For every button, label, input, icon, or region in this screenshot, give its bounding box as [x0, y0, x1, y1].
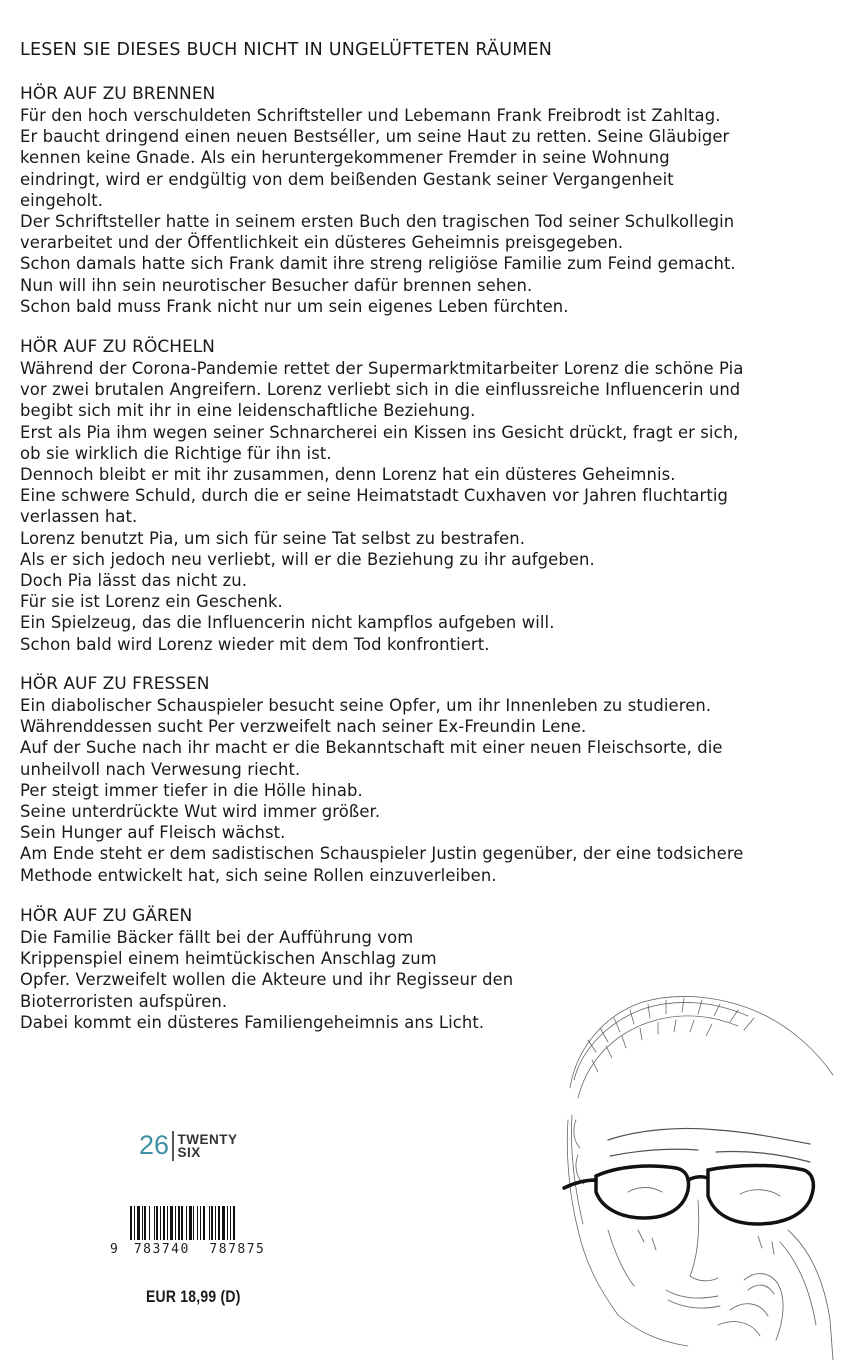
text-line: Sein Hunger auf Fleisch wächst.: [20, 823, 286, 843]
barcode-bar: [197, 1206, 198, 1240]
author-portrait-sketch: [548, 980, 848, 1360]
text-line: Schon bald wird Lorenz wieder mit dem Tod konfrontiert.: [20, 634, 490, 654]
barcode-bar: [130, 1206, 132, 1240]
barcode-bar: [154, 1206, 155, 1240]
text-line: verlassen hat.: [20, 507, 138, 527]
barcode-group-2: 787875: [209, 1242, 266, 1257]
barcode-bar: [189, 1206, 192, 1240]
text-line: Währenddessen sucht Per verzweifelt nach seiner Ex-Freundin Lene.: [20, 717, 587, 737]
text-line: Als er sich jedoch neu verliebt, will er die Beziehung zu ihr aufgeben.: [20, 549, 595, 569]
barcode-bar: [178, 1206, 180, 1240]
section-heading: HÖR AUF ZU GÄREN: [20, 906, 193, 926]
section-heading: HÖR AUF ZU FRESSEN: [20, 674, 210, 694]
text-line: Ein diabolischer Schauspieler besucht seine Opfer, um ihr Innenleben zu studieren.: [20, 696, 712, 715]
barcode-bar: [203, 1206, 205, 1240]
text-line: eindringt, wird er endgültig von dem beißenden Gestank seiner Vergangenheit: [20, 169, 674, 189]
barcode-bar: [218, 1206, 220, 1240]
barcode-bar: [200, 1206, 201, 1240]
barcode-bar: [170, 1206, 173, 1240]
barcode-bar: [215, 1206, 216, 1240]
text-line: Methode entwickelt hat, sich seine Rollen einzuverleiben.: [20, 865, 497, 885]
publisher-logo-divider: [172, 1131, 174, 1161]
barcode-bar: [163, 1206, 165, 1240]
barcode-bar: [144, 1206, 146, 1240]
publisher-logo-number: 26: [139, 1130, 170, 1160]
section-heading: HÖR AUF ZU RÖCHELN: [20, 337, 215, 357]
text-line: eingeholt.: [20, 190, 104, 210]
text-line: unheilvoll nach Verwesung riecht.: [20, 759, 301, 779]
barcode-digits: [110, 1242, 285, 1257]
publisher-logo: [139, 1130, 238, 1161]
barcode-bar: [167, 1206, 168, 1240]
publisher-logo-word2: SIX: [177, 1144, 201, 1160]
text-line: Opfer. Verzweifelt wollen die Akteure und ihr Regisseur den: [20, 970, 514, 990]
barcode-bar: [230, 1206, 231, 1240]
text-line: Seine unterdrückte Wut wird immer größer.: [20, 802, 381, 822]
text-line: Erst als Pia ihm wegen seiner Schnarcherei ein Kissen ins Gesicht drückt, fragt er sich,: [20, 422, 739, 442]
text-line: ob sie wirklich die Richtige für ihn ist.: [20, 443, 332, 463]
barcode-bar: [175, 1206, 176, 1240]
isbn-barcode: [110, 1206, 285, 1257]
publisher-logo-text: [178, 1133, 238, 1159]
section-text: [20, 358, 820, 655]
section-heading: HÖR AUF ZU BRENNEN: [20, 84, 216, 104]
section-roecheln: [20, 337, 820, 655]
section-text: [20, 105, 820, 317]
section-brennen: [20, 84, 820, 317]
text-line: Doch Pia lässt das nicht zu.: [20, 571, 248, 591]
text-line: vor zwei brutalen Angreifern. Lorenz verliebt sich in die einflussreiche Influencerin und: [20, 380, 741, 400]
text-line: Dabei kommt ein düsteres Familiengeheimnis ans Licht.: [20, 1012, 485, 1032]
publisher-logo-word1: TWENTY: [177, 1131, 238, 1147]
barcode-bar: [227, 1206, 228, 1240]
price-label: EUR 18,99 (D): [146, 1287, 241, 1306]
section-text: [20, 695, 820, 886]
text-line: Am Ende steht er dem sadistischen Schauspieler Justin gegenüber, der eine todsichere: [20, 844, 744, 864]
text-line: kennen keine Gnade. Als ein heruntergekommener Fremder in seine Wohnung: [20, 148, 670, 168]
section-fressen: [20, 674, 820, 886]
text-line: Schon damals hatte sich Frank damit ihre streng religiöse Familie zum Feind gemacht.: [20, 254, 736, 274]
page-title: LESEN SIE DIESES BUCH NICHT IN UNGELÜFTETEN RÄUMEN: [20, 40, 553, 60]
barcode-bars: [130, 1206, 285, 1240]
text-line: Während der Corona-Pandemie rettet der Supermarktmitarbeiter Lorenz die schöne Pia: [20, 359, 744, 378]
barcode-bar: [160, 1206, 161, 1240]
text-line: Für den hoch verschuldeten Schriftsteller und Lebemann Frank Freibrodt ist Zahltag.: [20, 106, 721, 125]
barcode-bar: [149, 1206, 150, 1240]
text-line: Nun will ihn sein neurotischer Besucher dafür brennen sehen.: [20, 275, 533, 295]
barcode-bar: [211, 1206, 213, 1240]
text-line: Lorenz benutzt Pia, um sich für seine Tat selbst zu bestrafen.: [20, 528, 526, 548]
section-text: [20, 927, 580, 1033]
text-line: begibt sich mit ihr in eine leidenschaftliche Beziehung.: [20, 401, 476, 421]
barcode-bar: [222, 1206, 225, 1240]
text-line: Die Familie Bäcker fällt bei der Aufführung vom: [20, 928, 414, 947]
text-line: Auf der Suche nach ihr macht er die Bekanntschaft mit einer neuen Fleischsorte, die: [20, 738, 723, 758]
text-line: Dennoch bleibt er mit ihr zusammen, denn Lorenz hat ein düsteres Geheimnis.: [20, 465, 676, 485]
section-gaeren: [20, 906, 580, 1033]
barcode-bar: [181, 1206, 183, 1240]
text-line: Der Schriftsteller hatte in seinem ersten Buch den tragischen Tod seiner Schulkollegin: [20, 212, 735, 232]
text-line: Bioterroristen aufspüren.: [20, 991, 228, 1011]
text-line: Ein Spielzeug, das die Influencerin nicht kampflos aufgeben will.: [20, 613, 555, 633]
text-line: Krippenspiel einem heimtückischen Anschlag zum: [20, 949, 437, 969]
text-line: Er baucht dringend einen neuen Bestséller, um seine Haut zu retten. Seine Gläubiger: [20, 127, 730, 147]
text-line: Schon bald muss Frank nicht nur um sein eigenes Leben fürchten.: [20, 296, 569, 316]
barcode-bar: [142, 1206, 143, 1240]
text-line: verarbeitet und der Öffentlichkeit ein düsteres Geheimnis preisgegeben.: [20, 233, 624, 253]
barcode-bar: [209, 1206, 210, 1240]
text-line: Per steigt immer tiefer in die Hölle hinab.: [20, 780, 363, 800]
barcode-group-1: 783740: [133, 1242, 190, 1257]
barcode-bar: [193, 1206, 194, 1240]
barcode-bar: [156, 1206, 158, 1240]
text-line: Für sie ist Lorenz ein Geschenk.: [20, 592, 283, 612]
barcode-bar: [186, 1206, 187, 1240]
barcode-bar: [233, 1206, 235, 1240]
barcode-bar: [134, 1206, 135, 1240]
text-line: Eine schwere Schuld, durch die er seine Heimatstadt Cuxhaven vor Jahren fluchtartig: [20, 486, 728, 506]
barcode-bar: [137, 1206, 140, 1240]
barcode-lead-digit: 9: [110, 1242, 118, 1257]
